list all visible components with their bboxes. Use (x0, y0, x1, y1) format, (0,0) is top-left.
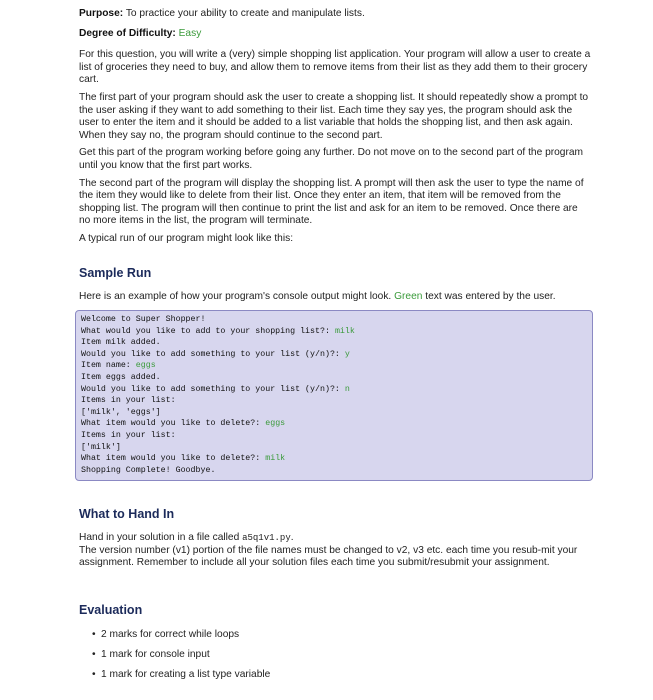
console-line: ['milk', 'eggs'] (81, 407, 161, 417)
evaluation-list (79, 628, 593, 688)
console-line: Would you like to add something to your list (y/n)?: n (81, 384, 350, 394)
console-line: Items in your list: (81, 430, 176, 440)
console-user-input: milk (265, 454, 286, 464)
sample-run-intro-end: text was entered by the user. (425, 291, 556, 302)
hand-in-period: . (290, 532, 294, 543)
difficulty-line (79, 28, 591, 41)
bullet-icon: • (92, 629, 96, 640)
difficulty-value: Easy (178, 27, 202, 39)
paragraph-part-one: The first part of your program should ask the user to create a shopping list. It should repeatedly show a prompt to the user asking if they want to add something to their list. Each time they say yes, the program should ask the user to enter the item and it should be added to a list variable that holds the shopping list, and then ask again. When they say no, the program should continue to the second part. (79, 91, 589, 141)
console-line: Item name: eggs (81, 361, 156, 371)
evaluation-heading: Evaluation (79, 603, 143, 617)
console-line: What item would you like to delete?: milk (81, 454, 286, 464)
list-item: • 2 marks for correct while loops (92, 629, 240, 640)
hand-in-file-line (79, 532, 593, 545)
sample-run-intro-green: Green (394, 291, 423, 302)
sample-run-intro (79, 291, 599, 304)
console-line: Item milk added. (81, 338, 161, 348)
purpose-text: To practice your ability to create and manipulate lists. (125, 8, 365, 19)
hand-in-section (79, 532, 593, 570)
console-line: Item eggs added. (81, 372, 161, 382)
hand-in-heading: What to Hand In (79, 507, 175, 521)
sample-run-intro-text: Here is an example of how your program's console output might look. (79, 291, 392, 302)
console-user-input: eggs (265, 419, 286, 429)
hand-in-body: The version number (v1) portion of the file names must be changed to v2, v3 etc. each time you resub-mit your assignment. Remember to include all your solution files each time you submit/resubmit your assignment. (79, 544, 578, 569)
purpose-line (79, 8, 591, 21)
hand-in-filename: a5q1v1.py (242, 533, 291, 543)
paragraph-part-two: The second part of the program will display the shopping list. A prompt will then ask the user to type the name of the item they would like to delete from their list. Once they enter an item, that item will be removed from the shopping list. The program will then continue to print the list and ask for an item to be removed. Once there are no more items in the list, the program will terminate. (79, 177, 584, 227)
purpose-label: Purpose: (79, 8, 124, 19)
console-line: Shopping Complete! Goodbye. (81, 465, 216, 475)
sample-run-heading: Sample Run (79, 266, 152, 280)
console-user-input: y (344, 349, 350, 359)
console-line: Welcome to Super Shopper! (81, 315, 206, 324)
difficulty-label: Degree of Difficulty: (79, 27, 176, 39)
console-line: What item would you like to delete?: eggs (81, 419, 286, 429)
console-user-input: eggs (135, 361, 156, 371)
console-user-input: n (344, 384, 350, 394)
bullet-icon: • (92, 669, 96, 680)
console-line: Would you like to add something to your list (y/n)?: y (81, 349, 350, 359)
paragraph-checkpoint: Get this part of the program working before going any further. Do not move on to the second part of the program until you know that the first part works. (79, 147, 583, 171)
list-item: • 1 mark for creating a list type variable (92, 669, 271, 680)
list-item: • 1 mark for console input (92, 649, 210, 660)
question-description (79, 8, 591, 251)
bullet-icon: • (92, 649, 96, 660)
paragraph-typical-run: A typical run of our program might look like this: (79, 232, 294, 244)
console-line: ['milk'] (81, 442, 121, 452)
console-line: Items in your list: (81, 396, 176, 406)
console-line: What would you like to add to your shopping list?: milk (81, 326, 355, 336)
hand-in-text: Hand in your solution in a file called (79, 532, 240, 543)
console-user-input: milk (334, 326, 355, 336)
paragraph-intro: For this question, you will write a (very) simple shopping list application. Your program will allow a user to create a list of groceries they need to buy, and allow them to remove items from their list as they add them to their grocery cart. (79, 49, 591, 86)
console-output (75, 310, 593, 481)
